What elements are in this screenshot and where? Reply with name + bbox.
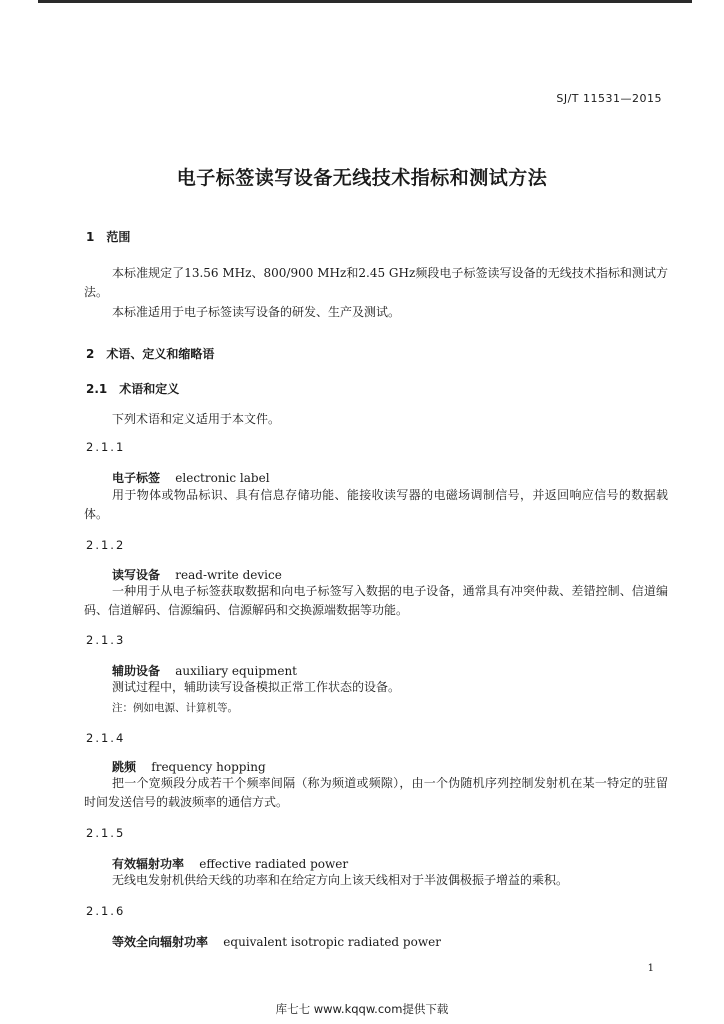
term-2-1-4-definition: 把一个宽频段分成若干个频率间隔（称为频道或频隙），由一个伪随机序列控制发射机在某一特定的驻留时间发送信号的载波频率的通信方式。 xyxy=(84,776,668,809)
document-title: 电子标签读写设备无线技术指标和测试方法 xyxy=(176,167,548,189)
term-2-1-4-cn: 跳频 xyxy=(112,760,137,774)
term-2-1-5 xyxy=(112,855,348,872)
term-2-1-2 xyxy=(112,566,282,583)
term-2-1-3-definition: 测试过程中，辅助读写设备模拟正常工作状态的设备。 xyxy=(112,680,401,694)
term-2-1-5-cn: 有效辐射功率 xyxy=(112,857,185,871)
section-1-paragraph-1: 本标准规定了13.56 MHz、800/900 MHz和2.45 GHz频段电子标签读写设备的无线技术指标和测试方法。 xyxy=(84,266,668,299)
term-2-1-4-en: frequency hopping xyxy=(151,760,266,774)
term-2-1-3-note: 注：例如电源、计算机等。 xyxy=(112,702,238,714)
term-2-1-2-definition: 一种用于从电子标签获取数据和向电子标签写入数据的电子设备，通常具有冲突仲裁、差错控制、信道编码、信道解码、信源编码、信源解码和交换源端数据等功能。 xyxy=(84,584,668,617)
page-number: 1 xyxy=(647,963,654,974)
term-2-1-3-number: 2.1.3 xyxy=(86,633,126,647)
term-2-1-5-en: effective radiated power xyxy=(199,857,349,871)
term-2-1-3-cn: 辅助设备 xyxy=(112,664,161,678)
section-2-heading: 2 术语、定义和缩略语 xyxy=(86,347,215,361)
term-2-1-1-en: electronic label xyxy=(175,471,270,485)
top-border xyxy=(38,0,692,3)
term-2-1-3 xyxy=(112,662,297,679)
term-2-1-1 xyxy=(112,469,270,486)
standard-number: SJ/T 11531—2015 xyxy=(556,92,662,105)
term-2-1-4-number: 2.1.4 xyxy=(86,731,126,745)
term-2-1-3-en: auxiliary equipment xyxy=(175,664,297,678)
term-2-1-6 xyxy=(112,933,441,950)
section-2-1-intro: 下列术语和定义适用于本文件。 xyxy=(112,412,281,426)
section-1-paragraph-2: 本标准适用于电子标签读写设备的研发、生产及测试。 xyxy=(112,305,401,319)
term-2-1-6-number: 2.1.6 xyxy=(86,904,126,918)
download-footer: 库七七 www.kqqw.com提供下载 xyxy=(275,1002,449,1016)
section-2-1-heading: 2.1 术语和定义 xyxy=(86,382,180,396)
term-2-1-6-en: equivalent isotropic radiated power xyxy=(223,935,441,949)
term-2-1-5-definition: 无线电发射机供给天线的功率和在给定方向上该天线相对于半波偶极振子增益的乘积。 xyxy=(112,873,569,887)
term-2-1-6-cn: 等效全向辐射功率 xyxy=(112,935,209,949)
term-2-1-2-cn: 读写设备 xyxy=(112,568,161,582)
term-2-1-1-definition: 用于物体或物品标识、具有信息存储功能、能接收读写器的电磁场调制信号，并返回响应信号的数据载体。 xyxy=(84,488,668,521)
term-2-1-1-number: 2.1.1 xyxy=(86,440,126,454)
term-2-1-4 xyxy=(112,758,266,775)
term-2-1-5-number: 2.1.5 xyxy=(86,826,126,840)
term-2-1-2-en: read-write device xyxy=(175,568,282,582)
term-2-1-2-number: 2.1.2 xyxy=(86,538,126,552)
section-1-heading: 1 范围 xyxy=(86,230,131,244)
term-2-1-1-cn: 电子标签 xyxy=(112,471,161,485)
